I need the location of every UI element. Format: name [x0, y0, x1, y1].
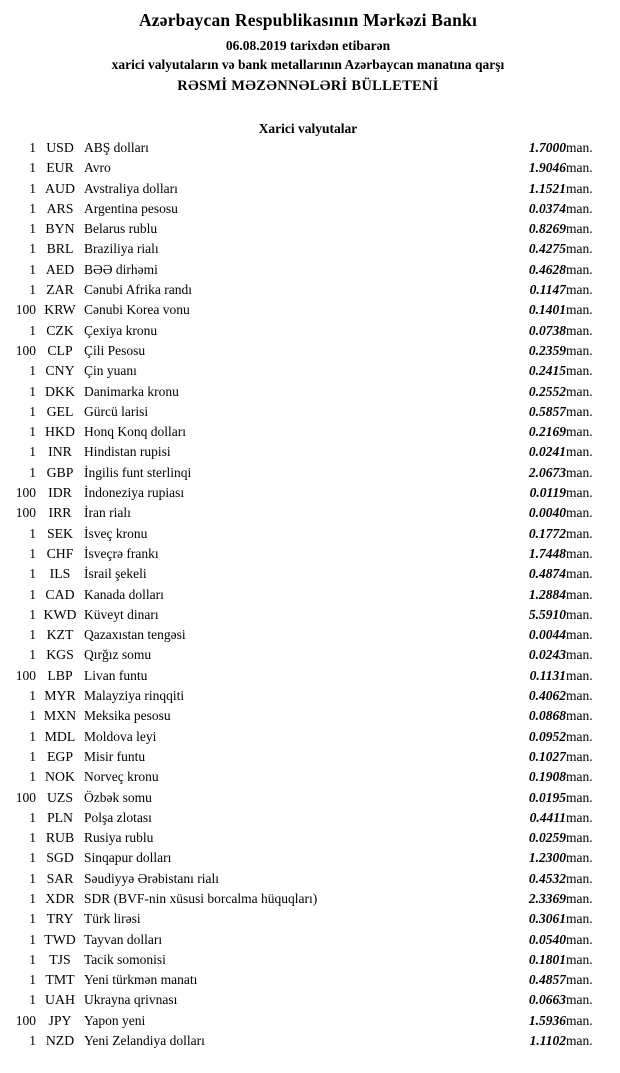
currency-rate: 2.3369 — [528, 890, 566, 906]
rate-unit: man. — [566, 890, 593, 906]
currency-rate: 0.0868 — [528, 708, 566, 724]
currency-name: İsveç kronu — [84, 525, 148, 541]
currency-row — [10, 666, 606, 686]
currency-code: EGP — [46, 748, 74, 764]
currency-row — [10, 219, 606, 239]
currency-name: Yeni türkmən manatı — [84, 972, 198, 988]
currency-row — [10, 158, 606, 178]
currency-rate: 0.4275 — [528, 241, 566, 257]
currency-nominal: 1 — [29, 972, 36, 988]
currency-row — [10, 239, 606, 259]
currency-nominal: 1 — [29, 606, 36, 622]
currency-code: TRY — [46, 911, 74, 927]
currency-rate: 0.0040 — [528, 505, 566, 521]
currency-row — [10, 524, 606, 544]
currency-code: KRW — [44, 302, 76, 318]
currency-name: SDR (BVF-nin xüsusi borcalma hüquqları) — [84, 890, 318, 906]
currency-rate: 0.0243 — [528, 647, 566, 663]
currency-name: Yapon yeni — [84, 1012, 146, 1028]
currency-row — [10, 382, 606, 402]
currency-rate: 2.0673 — [528, 464, 566, 480]
currency-rate: 0.2169 — [528, 424, 566, 440]
currency-code: CLP — [47, 342, 73, 358]
currency-row — [10, 544, 606, 564]
currency-name: Honq Konq dolları — [84, 424, 186, 440]
currency-row — [10, 788, 606, 808]
currency-nominal: 1 — [29, 992, 36, 1008]
rate-unit: man. — [566, 403, 593, 419]
currency-nominal: 1 — [29, 200, 36, 216]
currency-code: GEL — [46, 403, 74, 419]
currency-rate: 1.1521 — [528, 180, 566, 196]
currency-row — [10, 442, 606, 462]
currency-rate: 0.4062 — [528, 688, 566, 704]
rate-unit: man. — [566, 383, 593, 399]
currency-nominal: 1 — [29, 809, 36, 825]
currency-rate: 0.0952 — [528, 728, 566, 744]
currency-code: INR — [48, 444, 72, 460]
currency-name: Malayziya rinqqiti — [84, 688, 185, 704]
currency-code: CAD — [45, 586, 75, 602]
rate-unit: man. — [566, 424, 593, 440]
currency-name: Türk lirəsi — [84, 911, 141, 927]
currency-name: İran rialı — [84, 505, 131, 521]
currency-nominal: 1 — [29, 140, 36, 155]
rate-unit: man. — [566, 748, 593, 764]
rate-unit: man. — [566, 911, 593, 927]
currency-code: NZD — [45, 1033, 75, 1049]
currency-nominal: 1 — [29, 363, 36, 379]
currency-code: ILS — [49, 566, 71, 582]
currency-rate: 0.0540 — [528, 931, 566, 947]
currency-nominal: 1 — [29, 890, 36, 906]
currency-name: Meksika pesosu — [84, 708, 171, 724]
currency-row — [10, 483, 606, 503]
currency-code: IDR — [48, 485, 72, 501]
currency-name: Hindistan rupisi — [84, 444, 171, 460]
currency-name: Norveç kronu — [84, 769, 159, 785]
currency-name: Moldova leyi — [84, 728, 157, 744]
currency-code: CNY — [45, 363, 75, 379]
currency-row — [10, 889, 606, 909]
currency-rate: 0.4628 — [528, 261, 566, 277]
currency-code: TWD — [44, 931, 76, 947]
currency-nominal: 100 — [15, 667, 36, 683]
currency-nominal: 1 — [29, 951, 36, 967]
currency-nominal: 1 — [29, 424, 36, 440]
currency-code: MDL — [44, 728, 76, 744]
currency-code: NOK — [45, 769, 75, 785]
currency-name: Ukrayna qrivnası — [84, 992, 178, 1008]
currency-row — [10, 1011, 606, 1031]
currency-code: KWD — [43, 606, 77, 622]
rate-unit: man. — [566, 261, 593, 277]
currency-rate: 0.0663 — [528, 992, 566, 1008]
currency-code: TMT — [45, 972, 75, 988]
currency-rate: 0.2415 — [528, 363, 566, 379]
currency-rate: 0.1772 — [528, 525, 566, 541]
rate-unit: man. — [566, 180, 593, 196]
currency-row — [10, 645, 606, 665]
currency-code: JPY — [48, 1012, 72, 1028]
currency-rate: 0.2552 — [528, 383, 566, 399]
rate-unit: man. — [566, 566, 593, 582]
rate-unit: man. — [566, 606, 593, 622]
effective-date-line: 06.08.2019 tarixdən etibarən — [225, 38, 391, 53]
currency-name: İsveçrə frankı — [84, 545, 159, 561]
currency-name: Avstraliya dolları — [84, 180, 178, 196]
currency-name: Rusiya rublu — [84, 830, 154, 846]
rate-unit: man. — [566, 200, 593, 216]
rate-unit: man. — [566, 728, 593, 744]
currency-nominal: 1 — [29, 911, 36, 927]
rate-unit: man. — [566, 485, 593, 501]
currency-rate: 0.1908 — [528, 769, 566, 785]
currency-name: Çili Pesosu — [84, 342, 146, 358]
rate-unit: man. — [566, 160, 593, 176]
currency-code: MYR — [44, 688, 76, 704]
currency-nominal: 1 — [29, 748, 36, 764]
rate-unit: man. — [566, 1012, 593, 1028]
rate-unit: man. — [566, 667, 593, 683]
bank-title: Azərbaycan Respublikasının Mərkəzi Bankı — [138, 10, 478, 30]
currency-rate: 1.7448 — [528, 545, 566, 561]
rate-unit: man. — [566, 586, 593, 602]
currency-nominal: 1 — [29, 261, 36, 277]
rate-unit: man. — [566, 809, 593, 825]
currency-nominal: 1 — [29, 769, 36, 785]
currency-rate: 0.3061 — [528, 911, 566, 927]
currency-name: Gürcü larisi — [84, 403, 149, 419]
currency-code: RUB — [45, 830, 75, 846]
currency-code: ARS — [46, 200, 74, 216]
currency-nominal: 1 — [29, 525, 36, 541]
currency-code: HKD — [45, 424, 75, 440]
currency-rate: 5.5910 — [528, 606, 566, 622]
currency-rate: 1.2300 — [528, 850, 566, 866]
currency-row — [10, 605, 606, 625]
rate-unit: man. — [566, 282, 593, 298]
rate-unit: man. — [566, 688, 593, 704]
currency-code: EUR — [46, 160, 74, 176]
currency-code: KZT — [46, 627, 74, 643]
rate-unit: man. — [566, 769, 593, 785]
currency-nominal: 1 — [29, 221, 36, 237]
currency-nominal: 100 — [15, 1012, 36, 1028]
currency-rate: 0.1801 — [528, 951, 566, 967]
rate-unit: man. — [566, 363, 593, 379]
currency-name: Sinqapur dolları — [84, 850, 172, 866]
currency-code: PLN — [46, 809, 74, 825]
currency-rate: 0.8269 — [528, 221, 566, 237]
currency-code: CHF — [46, 545, 74, 561]
currency-name: Cənubi Korea vonu — [84, 302, 190, 318]
currency-row — [10, 848, 606, 868]
currency-row — [10, 341, 606, 361]
currency-nominal: 1 — [29, 586, 36, 602]
currency-name: Özbək somu — [84, 789, 152, 805]
currency-row — [10, 280, 606, 300]
currency-row — [10, 869, 606, 889]
currency-row — [10, 747, 606, 767]
currency-code: SEK — [46, 525, 74, 541]
currency-rate: 0.1027 — [528, 748, 566, 764]
rate-unit: man. — [566, 342, 593, 358]
currency-code: SGD — [46, 850, 74, 866]
currency-code: UAH — [45, 992, 75, 1008]
currency-name: Küveyt dinarı — [84, 606, 159, 622]
currency-row — [10, 909, 606, 929]
rate-unit: man. — [566, 464, 593, 480]
currency-rate: 0.4874 — [528, 566, 566, 582]
rate-unit: man. — [566, 525, 593, 541]
currency-row — [10, 138, 606, 158]
currency-rate: 1.5936 — [528, 1012, 566, 1028]
currency-rate: 0.0374 — [528, 200, 566, 216]
currency-rate: 0.1147 — [529, 282, 566, 298]
currency-row — [10, 503, 606, 523]
currency-rate: 0.0259 — [528, 830, 566, 846]
rate-unit: man. — [566, 951, 593, 967]
currency-name: Çin yuanı — [84, 363, 137, 379]
rate-unit: man. — [566, 992, 593, 1008]
currency-name: Danimarka kronu — [84, 383, 179, 399]
currency-code: BRL — [46, 241, 74, 257]
rate-unit: man. — [566, 545, 593, 561]
currency-rate: 1.2884 — [528, 586, 566, 602]
currency-name: Yeni Zelandiya dolları — [84, 1033, 205, 1049]
currency-row — [10, 686, 606, 706]
currency-name: Polşa zlotası — [84, 809, 152, 825]
currency-code: BYN — [45, 221, 75, 237]
rate-unit: man. — [566, 789, 593, 805]
currency-name: Qırğız somu — [84, 647, 152, 663]
currency-nominal: 1 — [29, 627, 36, 643]
currency-rate: 1.9046 — [528, 160, 566, 176]
currency-code: LBP — [47, 667, 73, 683]
currency-code: GBP — [46, 464, 74, 480]
currency-nominal: 1 — [29, 647, 36, 663]
currency-rate: 0.0195 — [528, 789, 566, 805]
currency-code: USD — [46, 140, 74, 155]
currency-nominal: 1 — [29, 282, 36, 298]
currency-rate: 0.0738 — [528, 322, 566, 338]
currency-nominal: 100 — [15, 505, 36, 521]
currency-row — [10, 179, 606, 199]
currency-rate: 0.1401 — [528, 302, 566, 318]
currency-name: Belarus rublu — [84, 221, 158, 237]
rate-unit: man. — [566, 850, 593, 866]
currency-nominal: 1 — [29, 322, 36, 338]
currency-name: İngilis funt sterlinqi — [84, 464, 192, 480]
currency-row — [10, 930, 606, 950]
currency-nominal: 1 — [29, 1033, 36, 1049]
currency-rate: 0.0241 — [528, 444, 566, 460]
currency-code: SAR — [46, 870, 74, 886]
rate-unit: man. — [566, 627, 593, 643]
currency-row — [10, 990, 606, 1010]
currency-row — [10, 585, 606, 605]
currency-name: BƏƏ dirhəmi — [84, 261, 158, 277]
currency-nominal: 1 — [29, 931, 36, 947]
currency-rate: 0.2359 — [528, 342, 566, 358]
currency-nominal: 1 — [29, 180, 36, 196]
currency-name: Cənubi Afrika randı — [84, 282, 192, 298]
currency-row — [10, 970, 606, 990]
currency-row — [10, 950, 606, 970]
currency-nominal: 1 — [29, 403, 36, 419]
currency-nominal: 1 — [29, 566, 36, 582]
currency-name: Tayvan dolları — [84, 931, 163, 947]
currency-name: Misir funtu — [84, 748, 146, 764]
currency-code: KGS — [46, 647, 74, 663]
currency-nominal: 100 — [15, 342, 36, 358]
currency-code: ZAR — [46, 282, 74, 298]
rate-unit: man. — [566, 302, 593, 318]
currency-nominal: 1 — [29, 708, 36, 724]
rate-unit: man. — [566, 505, 593, 521]
currency-nominal: 1 — [29, 850, 36, 866]
rate-unit: man. — [566, 830, 593, 846]
rate-unit: man. — [566, 870, 593, 886]
currency-code: DKK — [45, 383, 75, 399]
currency-row — [10, 402, 606, 422]
currency-code: MXN — [43, 708, 77, 724]
currency-rate: 0.0044 — [528, 627, 566, 643]
currency-nominal: 1 — [29, 444, 36, 460]
currency-row — [10, 808, 606, 828]
rate-unit: man. — [566, 1033, 593, 1049]
currency-nominal: 1 — [29, 870, 36, 886]
currency-name: Braziliya rialı — [84, 241, 159, 257]
currency-rate: 0.4532 — [528, 870, 566, 886]
currency-nominal: 1 — [29, 383, 36, 399]
currency-rate: 0.5857 — [528, 403, 566, 419]
currency-name: İsrail şekeli — [84, 566, 147, 582]
currency-code: TJS — [49, 951, 71, 967]
currency-name: Qazaxıstan tengəsi — [84, 627, 186, 643]
currency-name: Çexiya kronu — [84, 322, 158, 338]
currency-name: ABŞ dolları — [84, 140, 149, 155]
currency-row — [10, 361, 606, 381]
currency-nominal: 1 — [29, 464, 36, 480]
currency-nominal: 1 — [29, 160, 36, 176]
currency-rate: 0.4411 — [529, 809, 566, 825]
currency-rate: 0.0119 — [529, 485, 566, 501]
currency-row — [10, 625, 606, 645]
exchange-rates-table — [10, 138, 606, 1051]
currency-row — [10, 300, 606, 320]
rate-unit: man. — [566, 140, 593, 155]
currency-nominal: 1 — [29, 241, 36, 257]
currency-rate: 0.1131 — [529, 667, 566, 683]
currency-row — [10, 706, 606, 726]
currency-code: CZK — [46, 322, 74, 338]
currency-nominal: 1 — [29, 545, 36, 561]
currency-row — [10, 564, 606, 584]
currency-code: XDR — [45, 890, 75, 906]
currency-name: Səudiyyə Ərəbistanı rialı — [84, 870, 219, 886]
rate-unit: man. — [566, 647, 593, 663]
currency-name: Avro — [84, 160, 111, 176]
currency-row — [10, 1031, 606, 1051]
currency-nominal: 100 — [15, 485, 36, 501]
rate-unit: man. — [566, 972, 593, 988]
currency-code: IRR — [48, 505, 72, 521]
bulletin-title: RƏSMİ MƏZƏNNƏLƏRİ BÜLLETENİ — [177, 78, 439, 94]
rate-unit: man. — [566, 444, 593, 460]
rate-unit: man. — [566, 241, 593, 257]
currency-rate: 0.4857 — [528, 972, 566, 988]
currency-name: Kanada dolları — [84, 586, 164, 602]
rate-unit: man. — [566, 708, 593, 724]
currency-nominal: 100 — [15, 789, 36, 805]
scope-line: xarici valyutaların və bank metallarının Azərbaycan manatına qarşı — [111, 57, 505, 72]
currency-row — [10, 199, 606, 219]
currency-code: AED — [45, 261, 75, 277]
currency-nominal: 1 — [29, 688, 36, 704]
currency-name: Tacik somonisi — [84, 951, 166, 967]
currency-row — [10, 828, 606, 848]
rate-unit: man. — [566, 931, 593, 947]
currency-row — [10, 463, 606, 483]
rate-unit: man. — [566, 221, 593, 237]
currency-nominal: 1 — [29, 830, 36, 846]
currency-row — [10, 422, 606, 442]
currency-row — [10, 727, 606, 747]
currency-rate: 1.1102 — [529, 1033, 566, 1049]
currency-name: Argentina pesosu — [84, 200, 178, 216]
currency-rate: 1.7000 — [528, 140, 566, 155]
currency-code: AUD — [45, 180, 75, 196]
currency-nominal: 1 — [29, 728, 36, 744]
currency-name: Livan funtu — [84, 667, 148, 683]
currency-code: UZS — [46, 789, 74, 805]
currency-nominal: 100 — [15, 302, 36, 318]
currency-row — [10, 321, 606, 341]
currency-row — [10, 767, 606, 787]
section-title-foreign-currencies: Xarici valyutalar — [258, 121, 358, 136]
currency-row — [10, 260, 606, 280]
rate-unit: man. — [566, 322, 593, 338]
currency-name: İndoneziya rupiası — [84, 485, 185, 501]
